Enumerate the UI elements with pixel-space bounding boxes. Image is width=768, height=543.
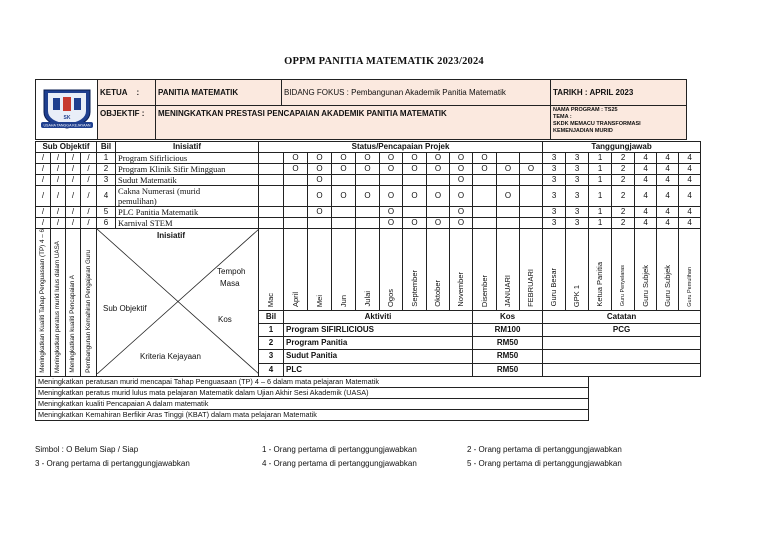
status-cell: O [427, 153, 450, 164]
sub-objective-mark: / [36, 153, 51, 164]
sub-objective-mark: / [36, 207, 51, 218]
objective-row [36, 376, 701, 387]
aktiviti-col-catatan: Catatan [543, 310, 701, 323]
status-cell: O [427, 186, 450, 207]
initiative-name-line: pemulihan) [118, 196, 157, 206]
status-cell [520, 175, 543, 186]
role-header [657, 229, 679, 311]
status-cell: O [356, 164, 380, 175]
status-cell [284, 218, 308, 229]
responsibility-cell: 3 [566, 164, 589, 175]
month-label: Julai [362, 291, 372, 307]
responsibility-cell: 4 [657, 175, 679, 186]
status-cell [427, 207, 450, 218]
responsibility-cell: 1 [589, 164, 612, 175]
responsibility-cell: 4 [635, 186, 657, 207]
status-cell: O [450, 164, 473, 175]
legend-simbol: Simbol : O Belum Siap / Siap [35, 445, 139, 454]
oppm-grid [35, 141, 701, 421]
objective-text: Meningkatkan peratus murid lulus mata pelajaran Matematik dalam Ujian Akhir Sesi Akademik (UASA) [36, 387, 589, 398]
responsibility-cell: 1 [589, 186, 612, 207]
responsibility-cell: 1 [589, 218, 612, 229]
status-cell [259, 175, 284, 186]
initiative-row [36, 153, 701, 164]
status-cell: O [380, 164, 403, 175]
initiative-row [36, 164, 701, 175]
tarikh: TARIKH : APRIL 2023 [551, 80, 687, 106]
status-cell [497, 175, 520, 186]
month-label: FEBRUARI [526, 268, 536, 307]
responsibility-cell: 2 [612, 164, 635, 175]
responsibility-cell: 4 [679, 218, 701, 229]
sub-objective-mark: / [81, 153, 97, 164]
role-header [566, 229, 589, 311]
diagram-tempoh: Tempoh [217, 267, 246, 276]
aktiviti-bil: 1 [259, 323, 284, 336]
initiative-name-line: Program Klinik Sifir Mingguan [118, 164, 226, 174]
sub-objective-mark: / [36, 175, 51, 186]
initiative-bil: 6 [97, 218, 116, 229]
sub-objective-3-label: Meningkatkan kualiti Pencapaian A [66, 229, 81, 377]
status-cell: O [308, 153, 332, 164]
tema-line-2: KEMENJADIAN MURID [553, 128, 613, 134]
status-cell: O [427, 218, 450, 229]
legend-4: 4 - Orang pertama di pertanggungjawabkan [262, 459, 417, 468]
legend-2: 2 - Orang pertama di pertanggungjawabkan [467, 445, 622, 454]
diagram-masa: Masa [220, 279, 240, 288]
role-label: Guru Penyelaras [620, 265, 627, 307]
initiative-row [36, 218, 701, 229]
nama-program: NAMA PROGRAM : TS25 [553, 107, 618, 113]
responsibility-cell: 3 [566, 207, 589, 218]
sub-objective-mark: / [81, 218, 97, 229]
responsibility-cell: 4 [635, 175, 657, 186]
school-crest-icon [38, 86, 96, 130]
aktiviti-catatan: PCG [543, 323, 701, 336]
responsibility-cell: 3 [543, 153, 566, 164]
month-label: Mei [314, 294, 324, 307]
initiative-name-line: Program Sifirlicious [118, 153, 188, 163]
initiative-bil: 4 [97, 186, 116, 207]
role-header [635, 229, 657, 311]
month-header [450, 229, 473, 311]
sub-objective-mark: / [36, 218, 51, 229]
status-cell [403, 207, 427, 218]
responsibility-cell: 4 [679, 164, 701, 175]
initiative-name [116, 186, 259, 207]
status-cell: O [473, 164, 497, 175]
aktiviti-kos: RM50 [473, 363, 543, 376]
role-header [543, 229, 566, 311]
role-header [679, 229, 701, 311]
sub-objective-mark: / [66, 153, 81, 164]
col-status: Status/Pencapaian Projek [259, 142, 543, 153]
responsibility-cell: 4 [657, 164, 679, 175]
month-label: Jun [338, 294, 348, 307]
status-cell [259, 186, 284, 207]
status-cell: O [356, 186, 380, 207]
col-inisiatif: Inisiatif [116, 142, 259, 153]
status-cell: O [380, 218, 403, 229]
month-header [332, 229, 356, 311]
status-cell [520, 218, 543, 229]
aktiviti-catatan [543, 350, 701, 363]
sub-objective-mark: / [81, 207, 97, 218]
responsibility-cell: 2 [612, 218, 635, 229]
status-cell: O [308, 175, 332, 186]
sub-objective-mark: / [51, 218, 66, 229]
status-cell: O [308, 207, 332, 218]
role-header [612, 229, 635, 311]
status-cell [403, 175, 427, 186]
status-cell: O [450, 218, 473, 229]
col-tanggungjawab: Tanggungjawab [543, 142, 701, 153]
responsibility-cell: 4 [635, 153, 657, 164]
sub-objective-mark: / [81, 175, 97, 186]
initiative-name [116, 153, 259, 164]
responsibility-cell: 3 [566, 218, 589, 229]
aktiviti-col-aktiviti: Aktiviti [284, 310, 473, 323]
responsibility-cell: 3 [566, 186, 589, 207]
month-label: Mac [266, 292, 275, 307]
initiative-name-line: Sudut Matematik [118, 175, 177, 185]
sub-objective-mark: / [51, 153, 66, 164]
initiative-row [36, 186, 701, 207]
status-cell: O [380, 153, 403, 164]
status-cell [473, 186, 497, 207]
aktiviti-catatan [543, 363, 701, 376]
legend-5: 5 - Orang pertama di pertanggungjawabkan [467, 459, 622, 468]
status-cell: O [403, 153, 427, 164]
status-cell [497, 153, 520, 164]
month-label: Oktober [433, 280, 442, 307]
objective-text: Meningkatkan kualiti Pencapaian A dalam matematik [36, 398, 589, 409]
responsibility-cell: 3 [543, 218, 566, 229]
initiative-name-line: Karnival STEM [118, 218, 173, 228]
program-info [551, 106, 687, 140]
status-cell [332, 175, 356, 186]
objective-text: Meningkatkan Kemahiran Berfikir Aras Tinggi (KBAT) dalam mata pelajaran Matematik [36, 409, 589, 420]
status-cell: O [380, 186, 403, 207]
sub-objective-2-label: Meningkatkan peratus murid lulus dalam UASA [51, 229, 66, 377]
initiative-bil: 5 [97, 207, 116, 218]
status-cell: O [308, 164, 332, 175]
diagram-inisiatif: Inisiatif [157, 231, 186, 240]
responsibility-cell: 4 [657, 207, 679, 218]
responsibility-cell: 1 [589, 175, 612, 186]
status-cell: O [356, 153, 380, 164]
sub-objective-mark: / [36, 164, 51, 175]
status-cell [520, 153, 543, 164]
legend-1: 1 - Orang pertama di pertanggungjawabkan [262, 445, 417, 454]
responsibility-cell: 3 [543, 164, 566, 175]
month-header [497, 229, 520, 311]
responsibility-cell: 4 [679, 153, 701, 164]
status-cell: O [450, 175, 473, 186]
oppm-diagram [97, 229, 259, 377]
initiative-name-line: PLC Panitia Matematik [118, 207, 199, 217]
legend-3: 3 - Orang pertama di pertanggungjawabkan [35, 459, 190, 468]
responsibility-cell: 4 [679, 175, 701, 186]
sub-objective-mark: / [51, 207, 66, 218]
role-label: GPK 1 [572, 284, 582, 307]
aktiviti-bil: 2 [259, 337, 284, 350]
status-cell [520, 207, 543, 218]
aktiviti-col-kos: Kos [473, 310, 543, 323]
objective-row [36, 409, 701, 420]
sub-objective-mark: / [81, 164, 97, 175]
role-header [589, 229, 612, 311]
month-label: Disember [479, 274, 489, 307]
responsibility-cell: 4 [679, 207, 701, 218]
sub-objective-mark: / [66, 164, 81, 175]
objective-row [36, 387, 701, 398]
responsibility-cell: 4 [657, 186, 679, 207]
month-label: November [456, 272, 465, 307]
sub-objective-mark: / [51, 186, 66, 207]
responsibility-cell: 4 [657, 153, 679, 164]
status-cell: O [332, 186, 356, 207]
initiative-bil: 1 [97, 153, 116, 164]
role-label: Ketua Panitia [595, 262, 605, 307]
objective-row [36, 398, 701, 409]
status-cell: O [450, 186, 473, 207]
initiative-row [36, 207, 701, 218]
month-label: Ogos [386, 288, 395, 307]
status-cell [380, 175, 403, 186]
status-cell: O [284, 153, 308, 164]
svg-text:SK: SK [63, 115, 70, 121]
sub-objective-mark: / [66, 218, 81, 229]
status-cell [332, 207, 356, 218]
col-sub-objektif: Sub Objektif [36, 142, 97, 153]
responsibility-cell: 3 [543, 175, 566, 186]
aktiviti-bil: 4 [259, 363, 284, 376]
status-cell [308, 218, 332, 229]
month-header [284, 229, 308, 311]
diagram-kos: Kos [218, 315, 232, 324]
status-cell [259, 207, 284, 218]
bidang-fokus: BIDANG FOKUS : Pembangunan Akademik Panitia Matematik [282, 80, 551, 106]
initiative-name-line: Cakna Numerasi (murid [118, 186, 201, 196]
status-cell: O [332, 153, 356, 164]
responsibility-cell: 1 [589, 207, 612, 218]
responsibility-cell: 3 [566, 175, 589, 186]
sub-objective-mark: / [66, 175, 81, 186]
status-cell: O [520, 164, 543, 175]
aktiviti-kos: RM50 [473, 337, 543, 350]
initiative-name [116, 164, 259, 175]
month-header [520, 229, 543, 311]
responsibility-cell: 4 [635, 164, 657, 175]
month-header [356, 229, 380, 311]
status-cell [473, 218, 497, 229]
responsibility-cell: 2 [612, 207, 635, 218]
col-bil: Bil [97, 142, 116, 153]
month-label: April [290, 291, 300, 307]
responsibility-cell: 1 [589, 153, 612, 164]
aktiviti-kos: RM50 [473, 350, 543, 363]
responsibility-cell: 3 [543, 207, 566, 218]
initiative-bil: 3 [97, 175, 116, 186]
status-cell [356, 218, 380, 229]
status-cell [356, 175, 380, 186]
status-cell [284, 186, 308, 207]
role-label: Guru Pemulihan [686, 266, 693, 307]
aktiviti-kos: RM100 [473, 323, 543, 336]
month-label: September [409, 270, 419, 307]
month-header [403, 229, 427, 311]
sub-objective-mark: / [66, 186, 81, 207]
sub-objective-mark: / [51, 164, 66, 175]
aktiviti-col-bil: Bil [259, 310, 284, 323]
initiative-name [116, 218, 259, 229]
status-cell: O [308, 186, 332, 207]
status-cell: O [332, 164, 356, 175]
role-label: Guru Besar [549, 268, 559, 307]
status-cell [497, 218, 520, 229]
status-cell [284, 207, 308, 218]
initiative-bil: 2 [97, 164, 116, 175]
aktiviti-catatan [543, 337, 701, 350]
status-cell [473, 207, 497, 218]
tema-label: TEMA : [553, 114, 572, 120]
month-label: JANUARI [503, 274, 512, 307]
status-cell [259, 218, 284, 229]
initiative-row [36, 175, 701, 186]
status-cell: O [450, 207, 473, 218]
sub-objective-mark: / [36, 186, 51, 207]
responsibility-cell: 2 [612, 186, 635, 207]
diagram-sub-objektif: Sub Objektif [103, 304, 147, 313]
responsibility-cell: 4 [657, 218, 679, 229]
aktiviti-name: PLC [284, 363, 473, 376]
status-cell: O [403, 186, 427, 207]
status-cell [497, 207, 520, 218]
ketua-value: PANITIA MATEMATIK [156, 80, 282, 106]
status-cell [520, 186, 543, 207]
status-cell: O [284, 164, 308, 175]
status-cell: O [403, 164, 427, 175]
month-header [427, 229, 450, 311]
objektif-label: OBJEKTIF : [98, 106, 156, 140]
responsibility-cell: 2 [612, 153, 635, 164]
month-header [308, 229, 332, 311]
aktiviti-bil: 3 [259, 350, 284, 363]
responsibility-cell: 4 [679, 186, 701, 207]
status-cell [284, 175, 308, 186]
status-cell [259, 164, 284, 175]
sub-objective-mark: / [51, 175, 66, 186]
sub-objective-mark: / [66, 207, 81, 218]
responsibility-cell: 3 [543, 186, 566, 207]
month-header [380, 229, 403, 311]
status-cell [427, 175, 450, 186]
status-cell: O [473, 153, 497, 164]
objektif-value: MENINGKATKAN PRESTASI PENCAPAIAN AKADEMIK PANITIA MATEMATIK [156, 106, 551, 140]
sub-objective-1-label: Meningkatkan Kualiti Tahap Penguasaan (TP) 4 – 6 [36, 229, 51, 377]
status-cell: O [497, 164, 520, 175]
aktiviti-name: Program Panitia [284, 337, 473, 350]
status-cell [259, 153, 284, 164]
initiative-name [116, 175, 259, 186]
initiative-name [116, 207, 259, 218]
page-title: OPPM PANITIA MATEMATIK 2023/2024 [284, 56, 484, 67]
status-cell: O [497, 186, 520, 207]
status-cell: O [450, 153, 473, 164]
role-label: Guru Subjek [640, 264, 650, 307]
school-logo [36, 80, 98, 140]
responsibility-cell: 2 [612, 175, 635, 186]
status-cell: O [427, 164, 450, 175]
status-cell [356, 207, 380, 218]
sub-objective-4-label: Pembangunan Kemahiran Pengajaran Guru [81, 229, 97, 377]
tema-line-1: SKDK MEMACU TRANSFORMASI [553, 121, 641, 127]
responsibility-cell: 3 [566, 153, 589, 164]
status-cell: O [380, 207, 403, 218]
month-header [259, 229, 284, 311]
objective-text: Meningkatkan peratusan murid mencapai Tahap Penguasaan (TP) 4 – 6 dalam mata pelajaran Matematik [36, 376, 589, 387]
svg-text:USAHA TANGGA KEJAYAAN: USAHA TANGGA KEJAYAAN [42, 123, 91, 128]
sub-objective-mark: / [81, 186, 97, 207]
status-cell: O [403, 218, 427, 229]
role-label: Guru Subjek [662, 264, 672, 307]
responsibility-cell: 4 [635, 207, 657, 218]
responsibility-cell: 4 [635, 218, 657, 229]
header-table [35, 79, 687, 140]
ketua-label: KETUA : [98, 80, 156, 106]
aktiviti-name: Program SIFIRLICIOUS [284, 323, 473, 336]
month-header [473, 229, 497, 311]
diagram-kriteria: Kriteria Kejayaan [140, 352, 201, 361]
status-cell [332, 218, 356, 229]
status-cell [473, 175, 497, 186]
aktiviti-name: Sudut Panitia [284, 350, 473, 363]
